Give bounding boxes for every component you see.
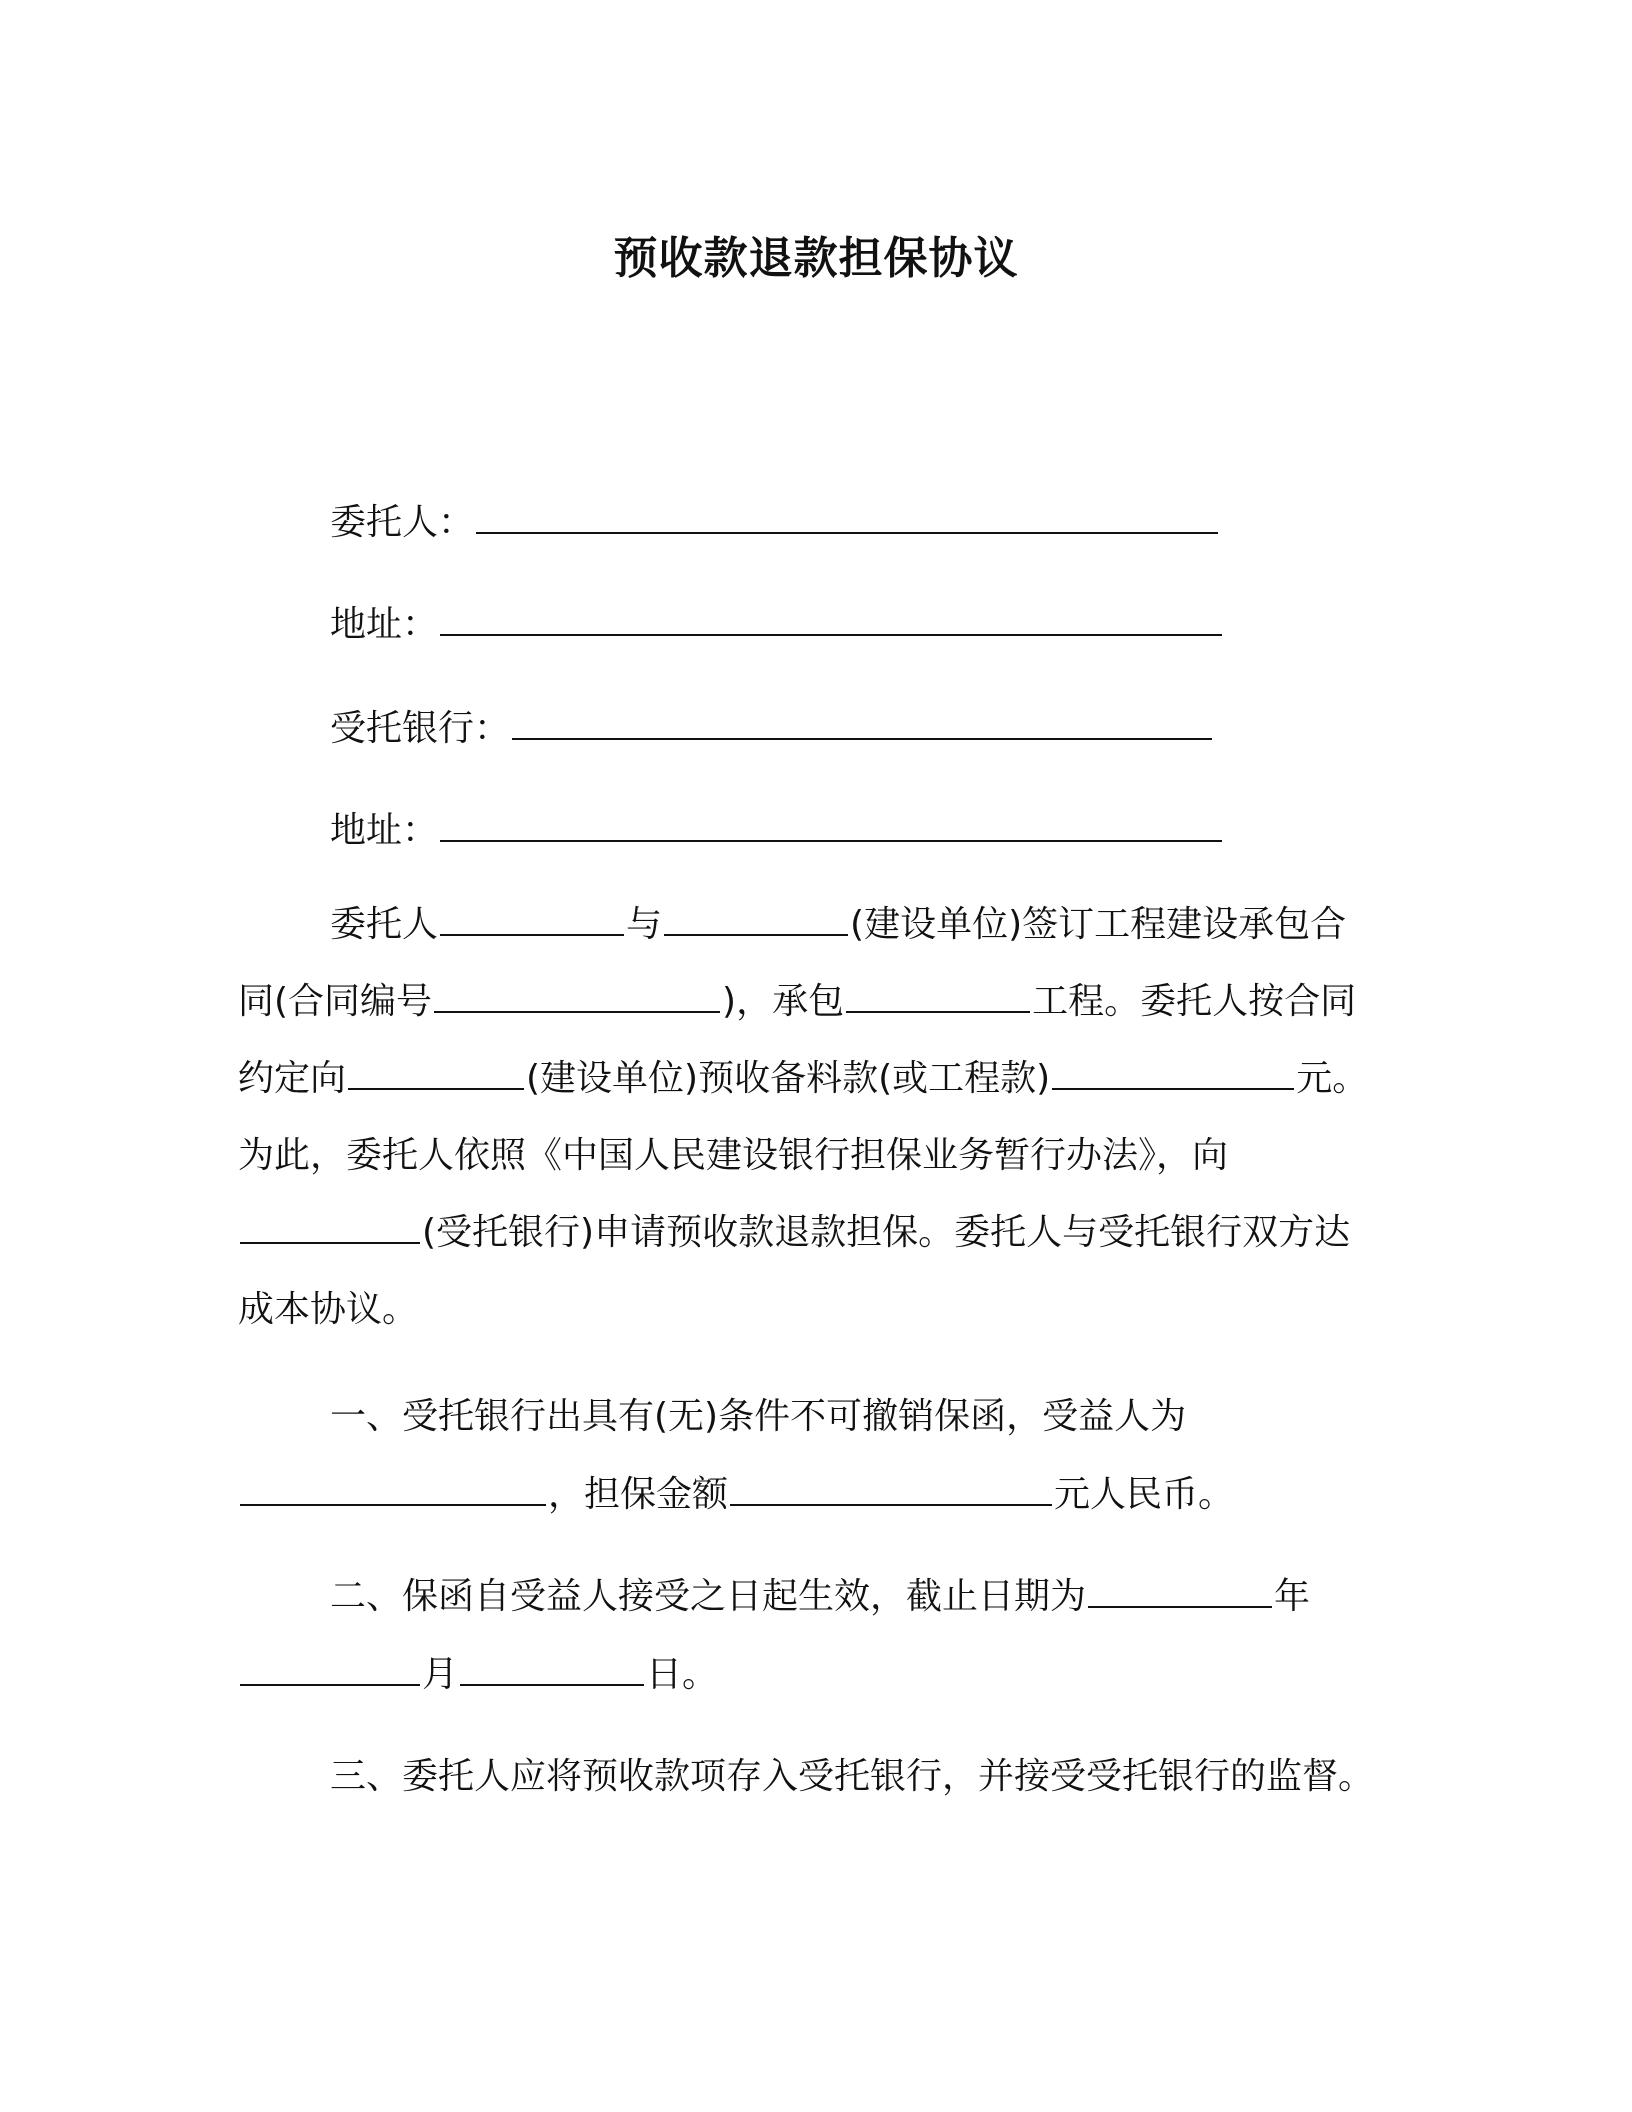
text-span: 三、委托人应将预收款项存入受托银行，并接受受托银行的监督。 — [330, 1756, 1375, 1797]
expiry-month-blank[interactable] — [240, 1654, 420, 1686]
paragraph1-line2 — [238, 977, 1356, 1027]
address1-field — [330, 600, 1224, 650]
expiry-year-blank[interactable] — [1088, 1576, 1272, 1608]
document-title: 预收款退款担保协议 — [613, 233, 1019, 284]
paragraph1-line3 — [238, 1054, 1368, 1104]
clause3-line1 — [330, 1752, 1374, 1802]
text-span: 与 — [626, 904, 663, 945]
clause2-line2 — [238, 1650, 718, 1700]
text-span: 二、保函自受益人接受之日起生效，截止日期为 — [330, 1576, 1087, 1617]
trustee-bank-blank[interactable] — [240, 1212, 420, 1244]
text-span: 元人民币。 — [1054, 1474, 1235, 1515]
bank-blank[interactable] — [512, 708, 1212, 740]
text-span: 年 — [1274, 1576, 1311, 1617]
employer-blank[interactable] — [664, 904, 848, 936]
project-blank[interactable] — [846, 981, 1030, 1013]
contract-number-blank[interactable] — [434, 981, 720, 1013]
text-span: 月 — [422, 1654, 459, 1695]
text-span: 日。 — [646, 1654, 719, 1695]
contractor-blank[interactable] — [440, 904, 624, 936]
text-span: 工程。委托人按合同 — [1032, 981, 1357, 1022]
text-span: 约定向 — [238, 1058, 347, 1099]
text-span: 同(合同编号 — [238, 981, 433, 1022]
bank-label: 受托银行： — [330, 708, 511, 749]
text-span: (建设单位)签订工程建设承包合 — [850, 904, 1347, 945]
address1-blank[interactable] — [440, 604, 1222, 636]
client-blank[interactable] — [476, 502, 1218, 534]
text-span: 为此，委托人依照《中国人民建设银行担保业务暂行办法》，向 — [238, 1135, 1229, 1176]
text-span: 委托人 — [330, 904, 439, 945]
beneficiary-blank[interactable] — [240, 1474, 546, 1506]
prepayment-amount-blank[interactable] — [1052, 1058, 1294, 1090]
text-span: (受托银行)申请预收款退款担保。委托人与受托银行双方达 — [422, 1212, 1351, 1253]
paragraph1-line5 — [238, 1208, 1350, 1258]
clause1-line2 — [238, 1470, 1234, 1520]
text-span: 一、受托银行出具有(无)条件不可撤销保函，受益人为 — [330, 1396, 1187, 1437]
builder-blank[interactable] — [348, 1058, 524, 1090]
address1-label: 地址： — [330, 604, 439, 645]
expiry-day-blank[interactable] — [460, 1654, 644, 1686]
clause2-line1 — [330, 1572, 1310, 1622]
text-span: 元。 — [1296, 1058, 1369, 1099]
address2-field — [330, 806, 1224, 856]
paragraph1-line6 — [238, 1285, 418, 1335]
address2-label: 地址： — [330, 810, 439, 851]
text-span: ，担保金额 — [548, 1474, 729, 1515]
bank-field — [330, 704, 1214, 754]
clause1-line1 — [330, 1392, 1186, 1442]
address2-blank[interactable] — [440, 810, 1222, 842]
client-label: 委托人： — [330, 502, 475, 543]
text-span: )，承包 — [722, 981, 845, 1022]
text-span: 成本协议。 — [238, 1289, 419, 1330]
client-field — [330, 498, 1220, 548]
paragraph1-line1 — [330, 900, 1346, 950]
guarantee-amount-blank[interactable] — [730, 1474, 1052, 1506]
text-span: (建设单位)预收备料款(或工程款) — [526, 1058, 1051, 1099]
paragraph1-line4 — [238, 1131, 1228, 1181]
